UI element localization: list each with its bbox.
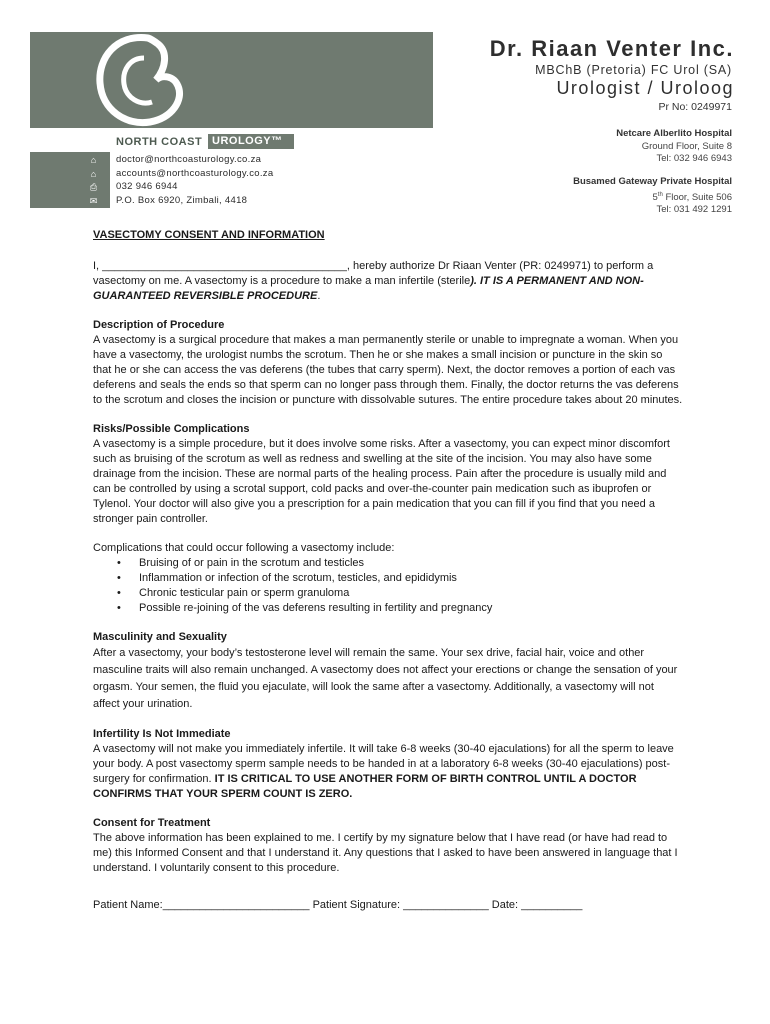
masculinity-paragraph: After a vasectomy, your body’s testosterone level will remain the same. Your sex drive, facial hair, voice and other masculine traits will also remain unchanged. A vasectomy does not affect your erections or change the sensation of your orgasm. Your semen, the fluid you ejaculate, will look the same after a vasectomy. Additionally, a vasectomy will not affect your urination. bbox=[93, 647, 678, 710]
list-item: • Chronic testicular pain or sperm granuloma bbox=[93, 586, 683, 601]
contact-block bbox=[30, 152, 433, 208]
contact-lines bbox=[116, 153, 273, 207]
consent-paragraph: The above information has been explained to me. I certify by my signature below that I have read (or have had read to me) this Informed Consent and that I understand it. Any questions that I asked to have been answered in language that I understand. I voluntarily consent to this procedure. bbox=[93, 832, 678, 874]
hospital-location: 5th Floor, Suite 506 bbox=[652, 191, 732, 203]
list-item: • Bruising of or pain in the scrotum and testicles bbox=[93, 556, 683, 571]
qualifications: MBChB (Pretoria) FC Urol (SA) bbox=[535, 63, 732, 77]
logo-mark-icon bbox=[86, 28, 196, 132]
consent-document bbox=[93, 228, 683, 913]
section-title-infertility: Infertility Is Not Immediate bbox=[93, 728, 231, 740]
section-title-masculinity: Masculinity and Sexuality bbox=[93, 631, 227, 643]
doctor-email: doctor@northcoasturology.co.za bbox=[116, 154, 262, 165]
practice-number: Pr No: 0249971 bbox=[658, 101, 732, 113]
hospital-phone: Tel: 032 946 6943 bbox=[656, 153, 732, 164]
authorization-paragraph: I, ________________________________________, hereby authorize Dr Riaan Venter (PR: 0249971) to perform a vasectomy on me. A vasectomy is a procedure to make a man infertile (sterile). IT IS A PERMANENT AND NON-GUARANTEED REVERSIBLE PROCEDURE. bbox=[93, 260, 654, 302]
contact-color-bar bbox=[30, 152, 110, 208]
postal-address: P.O. Box 6920, Zimbali, 4418 bbox=[116, 194, 248, 206]
complications-list bbox=[93, 556, 683, 616]
hospital-busamed bbox=[573, 176, 732, 217]
hospital-phone: Tel: 031 492 1291 bbox=[656, 204, 732, 216]
list-item: • Possible re-joining of the vas deferens resulting in fertility and pregnancy bbox=[93, 601, 683, 616]
risks-paragraph: A vasectomy is a simple procedure, but it does involve some risks. After a vasectomy, you can expect minor discomfort such as bruising of the scrotum as well as redness and swelling at the site of the incision. You may also have some drainage from the incision. These are normal parts of the healing process. Pain after the procedure is usually mild and can be controlled by using a scrotal support, cold packs and over-the-counter pain medication such as ibuprofen or Tylenol. Your doctor will also give you a prescription for a pain medication that you can fill if you find that you need a stronger pain controller. bbox=[93, 438, 670, 525]
hospital-location: Ground Floor, Suite 8 bbox=[641, 140, 732, 152]
brand-wordmark bbox=[116, 134, 294, 151]
section-title-risks: Risks/Possible Complications bbox=[93, 423, 250, 435]
logo-block bbox=[30, 32, 433, 128]
doctor-name: Dr. Riaan Venter Inc. bbox=[489, 36, 734, 61]
complications-intro: Complications that could occur following a vasectomy include: bbox=[93, 542, 395, 554]
doctor-title: Urologist / Uroloog bbox=[556, 78, 734, 98]
section-title-description: Description of Procedure bbox=[93, 319, 225, 331]
accounts-email: accounts@northcoasturology.co.za bbox=[116, 167, 274, 179]
page-title: VASECTOMY CONSENT AND INFORMATION bbox=[93, 229, 325, 241]
mail-icon: ✉ bbox=[89, 195, 98, 206]
brand-urology: UROLOGY™ bbox=[208, 134, 294, 149]
section-title-consent: Consent for Treatment bbox=[93, 817, 211, 829]
infertility-paragraph: A vasectomy will not make you immediately infertile. It will take 6-8 weeks (30-40 ejaculations) for all the sperm to leave your body. A post vasectomy sperm sample needs to be handed in at a laboratory 6-8 weeks (30-40 ejaculations) post-surgery for confirmation. IT IS CRITICAL TO USE ANOTHER FORM OF BIRTH CONTROL UNTIL A DOCTOR CONFIRMS THAT YOUR SPERM COUNT IS ZERO. bbox=[93, 743, 674, 800]
list-item: • Inflammation or infection of the scrotum, testicles, and epididymis bbox=[93, 571, 683, 586]
hospital-netcare bbox=[616, 128, 732, 166]
hospital-name: Busamed Gateway Private Hospital bbox=[573, 176, 732, 187]
hospital-name: Netcare Alberlito Hospital bbox=[616, 128, 732, 139]
signature-line: Patient Name:________________________ Patient Signature: ______________ Date: __________ bbox=[93, 899, 583, 911]
home-icon: ⌂ bbox=[90, 168, 97, 179]
printer-icon: ⎙ bbox=[89, 182, 98, 193]
home-icon: ⌂ bbox=[90, 155, 97, 165]
description-paragraph: A vasectomy is a surgical procedure that makes a man permanently sterile or unable to impregnate a woman. When you have a vasectomy, the urologist numbs the scrotum. Then he or she makes a small incision or puncture in the skin so that he or she can access the vas deferens (the tubes that carry sperm). Next, the doctor removes a portion of each vas deferens and seals the ends so that sperm can no longer pass through them. Finally, the doctor returns the vas deferens to the scrotum and closes the incision or puncture with dissolvable sutures. The entire procedure takes about 20 minutes. bbox=[93, 334, 683, 406]
phone-number: 032 946 6944 bbox=[116, 181, 178, 192]
brand-north-coast: NORTH COAST bbox=[116, 136, 203, 148]
